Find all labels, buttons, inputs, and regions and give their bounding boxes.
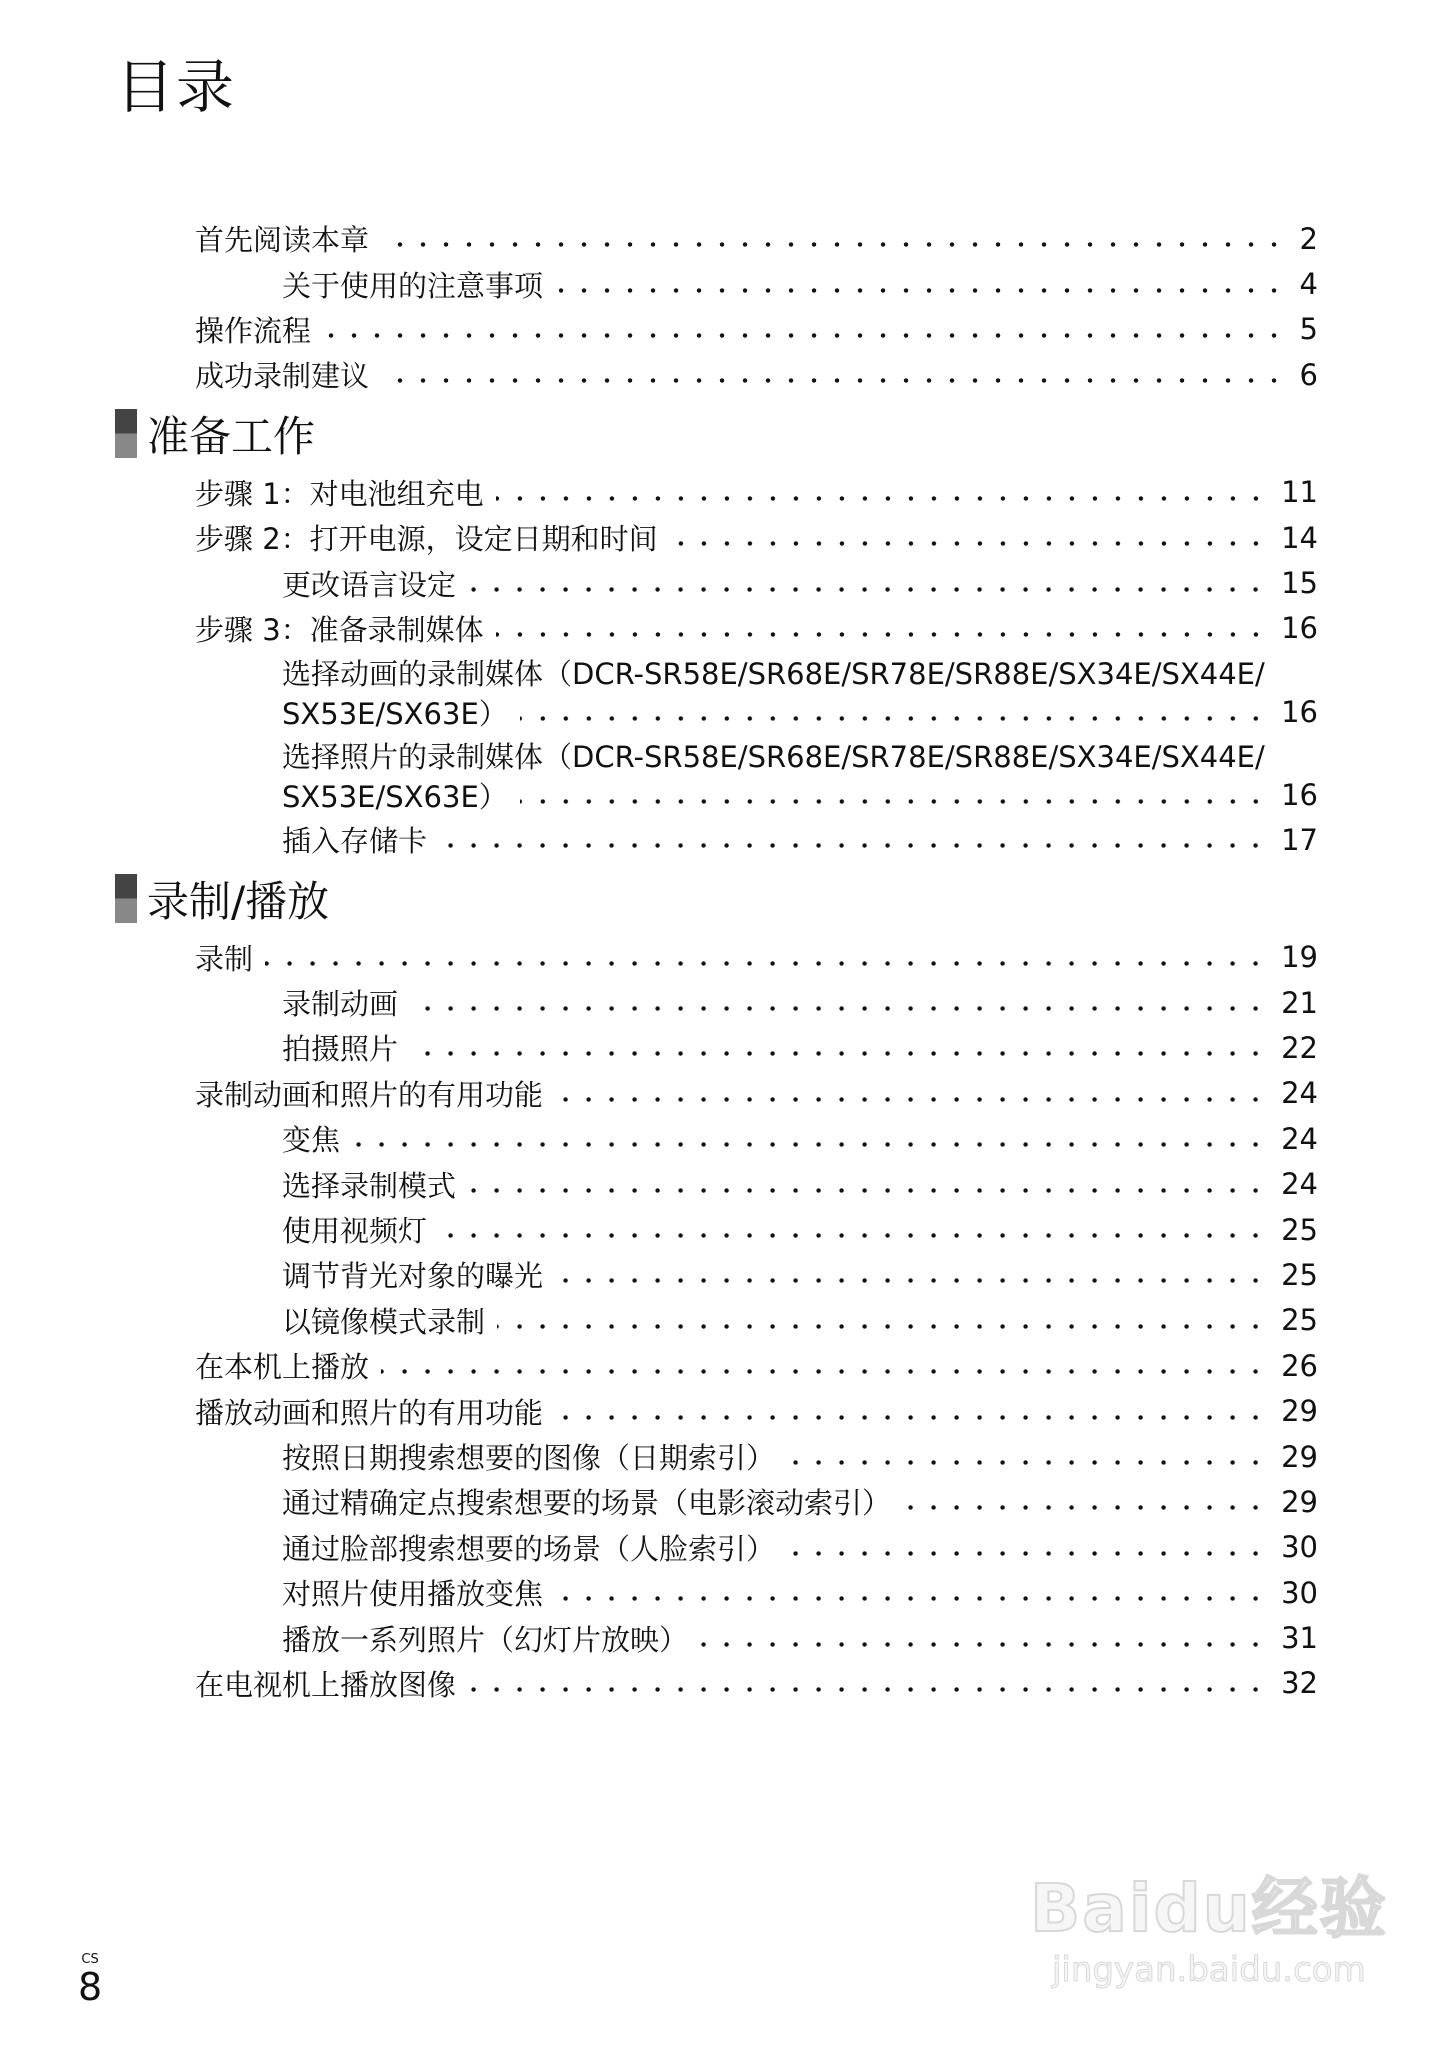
toc-page-number: 32 xyxy=(1281,1666,1318,1701)
section-heading xyxy=(0,398,1451,470)
toc-page-number: 31 xyxy=(1281,1621,1318,1656)
dot-leader xyxy=(496,478,1273,507)
toc-page-number: 25 xyxy=(1281,1212,1318,1247)
toc-entry[interactable] xyxy=(0,606,1451,651)
toc-entry-text: 以镜像模式录制 xyxy=(282,1304,486,1339)
toc-entry-text: 录制 xyxy=(195,941,254,976)
toc-entry[interactable] xyxy=(0,515,1451,560)
language-code: CS xyxy=(81,1952,99,1967)
toc-entry[interactable] xyxy=(0,470,1451,515)
toc-page-number: 21 xyxy=(1281,985,1318,1020)
toc-page-number: 4 xyxy=(1299,267,1318,302)
dot-leader xyxy=(555,1397,1273,1426)
dot-leader xyxy=(555,270,1292,299)
toc-page-number: 22 xyxy=(1281,1030,1318,1065)
toc-entry[interactable] xyxy=(0,216,1451,261)
toc-entry-text: 按照日期搜索想要的图像（日期索引） xyxy=(282,1441,776,1475)
toc-page-number: 29 xyxy=(1281,1439,1318,1474)
toc-entry[interactable] xyxy=(0,1298,1451,1343)
toc-page-number: 19 xyxy=(1281,940,1318,975)
toc-entry[interactable] xyxy=(0,1025,1451,1070)
toc-entry-text: 通过精确定点搜索想要的场景（电影滚动索引） xyxy=(282,1486,892,1521)
toc-entry[interactable] xyxy=(0,1479,1451,1524)
page-number-corner xyxy=(78,1952,102,2007)
page-title: 目录 xyxy=(116,53,237,121)
toc-page-number: 25 xyxy=(1281,1303,1318,1338)
toc-page-number: 15 xyxy=(1281,566,1318,601)
baidu-watermark-logo xyxy=(1030,1855,1388,1990)
dot-leader xyxy=(670,523,1273,552)
toc-page-number: 24 xyxy=(1281,1167,1318,1202)
dot-leader xyxy=(787,1533,1273,1562)
toc-page-number: 24 xyxy=(1281,1076,1318,1111)
dot-leader xyxy=(381,360,1292,389)
toc-entry-text: 使用视频灯 xyxy=(282,1214,428,1249)
toc-entry-text: 播放一系列照片（幻灯片放映） xyxy=(282,1622,689,1657)
toc-entry-text: 选择照片的录制媒体（DCR-SR58E/SR68E/SR78E/SR88E/SX34E/SX44E/ xyxy=(282,740,1265,775)
toc-entry[interactable] xyxy=(0,261,1451,306)
toc-page-number: 16 xyxy=(1281,778,1318,813)
toc-page-number: 14 xyxy=(1281,520,1318,555)
toc-entry-text: 播放动画和照片的有用功能 xyxy=(195,1395,544,1430)
toc-page-number: 30 xyxy=(1281,1530,1318,1565)
toc-page-number: 29 xyxy=(1281,1484,1318,1519)
toc-entry-text-continued: SX53E/SX63E） xyxy=(282,696,508,731)
toc-page-number: 29 xyxy=(1281,1394,1318,1429)
toc-page-number: 25 xyxy=(1281,1257,1318,1292)
dot-leader xyxy=(468,1170,1273,1199)
dot-leader xyxy=(496,614,1273,643)
watermark-brand: Baidu经验 xyxy=(1030,1870,1388,1947)
dot-leader xyxy=(410,988,1273,1017)
toc-entry-text: 变焦 xyxy=(282,1123,341,1158)
toc-entry[interactable] xyxy=(0,1116,1451,1161)
toc-entry[interactable] xyxy=(0,1161,1451,1206)
toc-entry-text-continued: SX53E/SX63E） xyxy=(282,779,508,814)
page-number: 8 xyxy=(78,1965,103,2009)
dot-leader xyxy=(520,781,1273,810)
toc-page-number: 2 xyxy=(1299,221,1318,256)
toc-entry-text: 步骤 1：对电池组充电 xyxy=(195,476,484,511)
toc-page-number: 5 xyxy=(1299,312,1318,347)
toc-entry[interactable] xyxy=(0,1525,1451,1570)
toc-entry[interactable] xyxy=(0,935,1451,980)
toc-entry[interactable] xyxy=(0,1615,1451,1660)
dot-leader xyxy=(520,698,1273,727)
toc-entry-text: 步骤 2：打开电源，设定日期和时间 xyxy=(195,522,658,557)
toc-entry-text: 录制动画 xyxy=(282,987,399,1022)
toc-entry[interactable] xyxy=(0,560,1451,605)
section-heading-text: 录制/播放 xyxy=(147,876,330,926)
toc-entry[interactable] xyxy=(0,1252,1451,1297)
toc-entry-text: 更改语言设定 xyxy=(282,567,457,602)
toc-entry-line2 xyxy=(282,776,1451,814)
section-marker-icon xyxy=(115,874,137,923)
dot-leader xyxy=(323,315,1292,344)
dot-leader xyxy=(381,1351,1273,1380)
dot-leader xyxy=(555,1079,1273,1108)
toc-entry-text: 在本机上播放 xyxy=(195,1350,370,1385)
toc-entry-text: 选择录制模式 xyxy=(282,1168,457,1203)
toc-entry[interactable] xyxy=(0,651,1451,734)
toc-entry-text: 操作流程 xyxy=(195,313,312,348)
toc-entry-text: 插入存储卡 xyxy=(282,824,428,859)
dot-leader xyxy=(700,1624,1273,1653)
toc-entry-text: 选择动画的录制媒体（DCR-SR58E/SR68E/SR78E/SR88E/SX34E/SX44E/ xyxy=(282,657,1265,692)
toc-entry[interactable] xyxy=(0,1661,1451,1706)
dot-leader xyxy=(439,825,1273,854)
toc-entry-text: 成功录制建议 xyxy=(195,359,370,394)
section-heading-text: 准备工作 xyxy=(147,411,316,461)
toc-entry[interactable] xyxy=(0,1570,1451,1615)
dot-leader xyxy=(787,1442,1273,1471)
toc-page-number: 17 xyxy=(1281,822,1318,857)
toc-entry[interactable] xyxy=(0,352,1451,397)
toc-entry-text: 对照片使用播放变焦 xyxy=(282,1577,544,1612)
dot-leader xyxy=(410,1033,1273,1062)
dot-leader xyxy=(555,1578,1273,1607)
dot-leader xyxy=(352,1124,1273,1153)
dot-leader xyxy=(265,943,1273,972)
toc-entry[interactable] xyxy=(0,1343,1451,1388)
dot-leader xyxy=(555,1260,1273,1289)
dot-leader xyxy=(468,569,1273,598)
toc-page-number: 16 xyxy=(1281,611,1318,646)
toc-entry[interactable] xyxy=(0,1207,1451,1252)
toc-entry-line2 xyxy=(282,693,1451,731)
toc-page-number: 6 xyxy=(1299,357,1318,392)
toc-entry[interactable] xyxy=(0,1071,1451,1116)
toc-entry-text: 在电视机上播放图像 xyxy=(195,1667,457,1702)
toc-entry-text: 关于使用的注意事项 xyxy=(282,268,544,303)
dot-leader xyxy=(903,1487,1273,1516)
toc-page-number: 11 xyxy=(1281,475,1318,510)
toc-entry[interactable] xyxy=(0,734,1451,817)
toc-entry-text: 首先阅读本章 xyxy=(195,223,370,258)
toc-entry[interactable] xyxy=(0,980,1451,1025)
toc-entry-text: 步骤 3：准备录制媒体 xyxy=(195,612,484,647)
watermark-url: jingyan.baidu.com xyxy=(1051,1950,1366,1990)
dot-leader xyxy=(439,1215,1273,1244)
toc-entry[interactable] xyxy=(0,1388,1451,1433)
toc-entry-text: 录制动画和照片的有用功能 xyxy=(195,1077,544,1112)
section-marker-icon xyxy=(115,409,137,458)
section-heading xyxy=(0,863,1451,935)
toc-entry[interactable] xyxy=(0,817,1451,862)
toc-page-number: 26 xyxy=(1281,1348,1318,1383)
toc-page-number: 30 xyxy=(1281,1575,1318,1610)
toc-entry-text: 拍摄照片 xyxy=(282,1032,399,1067)
toc-entry-text: 调节背光对象的曝光 xyxy=(282,1259,544,1294)
dot-leader xyxy=(497,1306,1273,1335)
toc-page-number: 24 xyxy=(1281,1121,1318,1156)
toc-entry[interactable] xyxy=(0,1434,1451,1479)
dot-leader xyxy=(381,224,1292,253)
toc-entry[interactable] xyxy=(0,307,1451,352)
toc-entry-text: 通过脸部搜索想要的场景（人脸索引） xyxy=(282,1531,776,1566)
toc-page-number: 16 xyxy=(1281,695,1318,730)
table-of-contents xyxy=(0,216,1451,1706)
dot-leader xyxy=(468,1669,1273,1698)
